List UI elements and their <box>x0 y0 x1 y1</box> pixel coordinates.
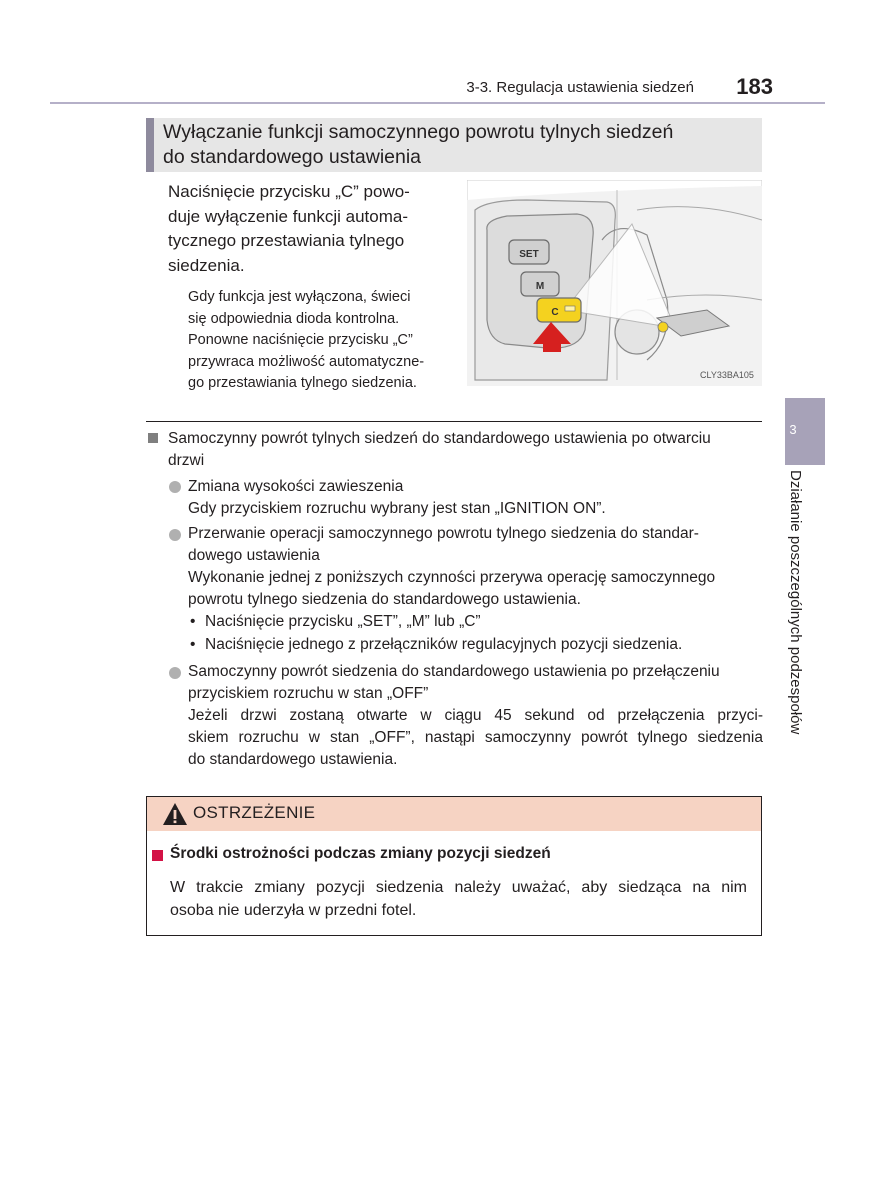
note-line: przywraca możliwość automatyczne- <box>188 353 425 370</box>
list-item <box>188 523 763 611</box>
list-item-title: Przerwanie operacji samoczynnego powrotu tylnego siedzenia do standar- <box>188 525 699 542</box>
list-item-desc: powrotu tylnego siedzenia do standardowego ustawienia. <box>188 591 581 608</box>
section-divider <box>146 421 762 422</box>
subsection-heading-line: Samoczynny powrót tylnych siedzeń do standardowego ustawienia po otwarciu <box>168 430 711 447</box>
subsection-heading-line: drzwi <box>168 452 205 469</box>
note-line: Ponowne naciśnięcie przycisku „C” <box>188 332 413 348</box>
list-item-title: przyciskiem rozruchu w stan „OFF” <box>188 685 429 702</box>
round-bullet-icon <box>169 529 181 541</box>
page-number: 183 <box>736 74 773 99</box>
section-title-accent <box>146 118 154 172</box>
dot-bullet: • <box>190 636 196 653</box>
section-title-line: Wyłączanie funkcji samoczynnego powrotu tylnych siedzeń <box>163 121 674 143</box>
intro-line: siedzenia. <box>168 255 245 275</box>
note-paragraph <box>188 287 458 395</box>
c-button-label: C <box>551 307 559 318</box>
sub-list-item: Naciśnięcie przycisku „SET”, „M” lub „C” <box>205 613 481 630</box>
section-title <box>163 120 758 170</box>
intro-line: duje wyłączenie funkcji automa- <box>168 206 409 226</box>
list-item <box>188 661 763 771</box>
warning-triangle-icon <box>162 802 188 826</box>
m-button-label: M <box>535 281 545 292</box>
section-title-line: do standardowego ustawienia <box>163 146 422 168</box>
list-item <box>188 476 763 520</box>
dot-bullet: • <box>190 613 196 630</box>
illustration-code: CLY33BA105 <box>700 370 754 380</box>
list-item-desc: Jeżeli drzwi zostaną otwarte w ciągu 45 sekund od przełączenia przyci- <box>188 707 763 724</box>
set-button-label: SET <box>519 249 539 260</box>
warning-subheading: Środki ostrożności podczas zmiany pozycji siedzeń <box>170 845 551 862</box>
chapter-tab-label: Działanie poszczególnych podzespołów <box>787 470 804 735</box>
list-item-desc: do standardowego ustawienia. <box>188 751 398 768</box>
list-item-desc: skiem rozruchu w stan „OFF”, nastąpi samoczynny powrót tylnego siedzenia <box>188 729 763 746</box>
list-item-desc: Gdy przyciskiem rozruchu wybrany jest stan „IGNITION ON”. <box>188 500 606 517</box>
warning-title: OSTRZEŻENIE <box>193 803 316 822</box>
list-item-title: dowego ustawienia <box>188 547 320 564</box>
warning-text <box>170 876 747 922</box>
round-bullet-icon <box>169 481 181 493</box>
intro-line: tycznego przestawiania tylnego <box>168 231 405 250</box>
warning-text-line: W trakcie zmiany pozycji siedzenia należy uważać, aby siedząca na nim <box>170 879 747 896</box>
list-item-title: Zmiana wysokości zawieszenia <box>188 478 404 495</box>
note-line: się odpowiednia dioda kontrolna. <box>188 310 400 327</box>
intro-paragraph <box>168 180 453 278</box>
warning-text-line: osoba nie uderzyła w przedni fotel. <box>170 902 417 919</box>
header-rule <box>50 102 825 104</box>
running-header-chapter: 3-3. Regulacja ustawienia siedzeń <box>466 79 694 96</box>
note-line: Gdy funkcja jest wyłączona, świeci <box>188 289 411 305</box>
door-panel-illustration <box>467 180 762 386</box>
note-line: go przestawiania tylnego siedzenia. <box>188 375 417 391</box>
sub-list-item: Naciśnięcie jednego z przełączników regulacyjnych pozycji siedzenia. <box>205 636 683 653</box>
subsection-heading <box>168 428 763 472</box>
square-bullet-icon <box>148 433 158 443</box>
chapter-tab-number: 3 <box>789 422 797 437</box>
list-item-title: Samoczynny powrót siedzenia do standardowego ustawienia po przełączeniu <box>188 663 720 680</box>
warning-square-icon <box>152 850 163 861</box>
round-bullet-icon <box>169 667 181 679</box>
list-item-desc: Wykonanie jednej z poniższych czynności przerywa operację samoczynnego <box>188 569 716 586</box>
intro-line: Naciśnięcie przycisku „C” powo- <box>168 182 410 201</box>
